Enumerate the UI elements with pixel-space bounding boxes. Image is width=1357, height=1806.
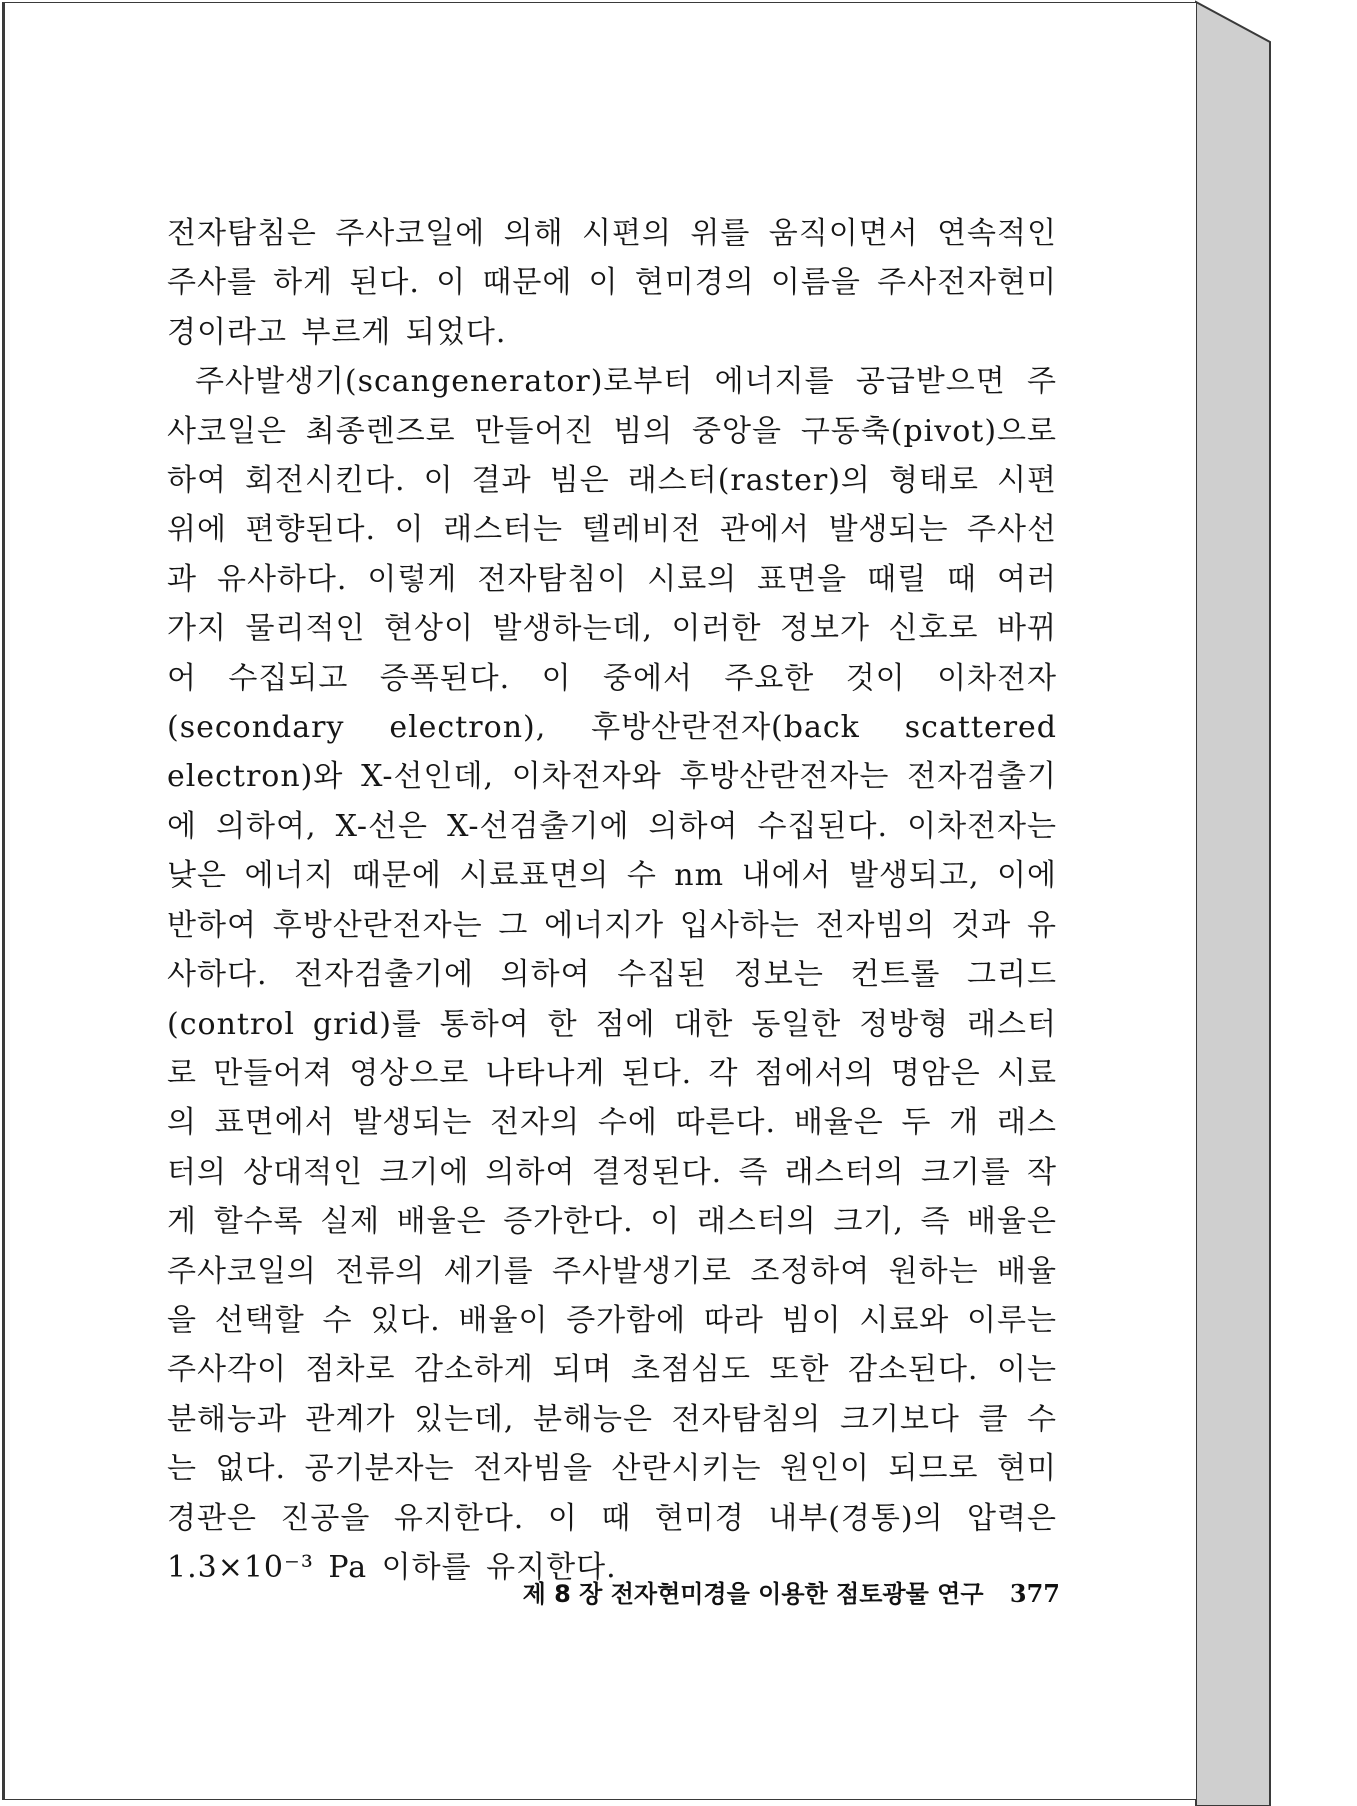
- paragraph-1: 전자탐침은 주사코일에 의해 시편의 위를 움직이면서 연속적인 주사를 하게 된다. 이 때문에 이 현미경의 이름을 주사전자현미경이라고 부르게 되었다.: [167, 216, 1057, 350]
- page-number: 377: [1009, 1579, 1060, 1608]
- book-thickness-side: [1196, 2, 1270, 1806]
- page-footer: [460, 1574, 1060, 1609]
- chapter-title: 제 8 장 전자현미경을 이용한 점토광물 연구: [522, 1580, 984, 1608]
- book-page: [2, 2, 1196, 1800]
- paragraph-2: 주사발생기(scangenerator)로부터 에너지를 공급받으면 주사코일은 최종렌즈로 만들어진 빔의 중앙을 구동축(pivot)으로 하여 회전시킨다. 이 결과 빔은 래스터(raster)의 형태로 시편 위에 편향된다. 이 래스터는 텔레비전 관에서 발생되는 주사선과 유사하다. 이렇게 전자탐침이 시료의 표면을 때릴 때 여러 가지 물리적인 현상이 발생하는데, 이러한 정보가 신호로 바뀌어 수집되고 증폭된다. 이 중에서 주요한 것이 이차전자(secondary electron), 후방산란전자(back scattered electron)와 X-선인데, 이차전자와 후방산란전자는 전자검출기에 의하여, X-선은 X-선검출기에 의하여 수집된다. 이차전자는 낮은 에너지 때문에 시료표면의 수 nm 내에서 발생되고, 이에 반하여 후방산란전자는 그 에너지가 입사하는 전자빔의 것과 유사하다. 전자검출기에 의하여 수집된 정보는 컨트롤 그리드(control grid)를 통하여 한 점에 대한 동일한 정방형 래스터로 만들어져 영상으로 나타나게 된다. 각 점에서의 명암은 시료의 표면에서 발생되는 전자의 수에 따른다. 배율은 두 개 래스터의 상대적인 크기에 의하여 결정된다. 즉 래스터의 크기를 작게 할수록 실제 배율은 증가한다. 이 래스터의 크기, 즉 배율은 주사코일의 전류의 세기를 주사발생기로 조정하여 원하는 배율을 선택할 수 있다. 배율이 증가함에 따라 빔이 시료와 이루는 주사각이 점차로 감소하게 되며 초점심도 또한 감소된다. 이는 분해능과 관계가 있는데, 분해능은 전자탐침의 크기보다 클 수는 없다. 공기분자는 전자빔을 산란시키는 원인이 되므로 현미경관은 진공을 유지한다. 이 때 현미경 내부(경통)의 압력은 1.3×10⁻³ Pa 이하를 유지한다.: [167, 364, 1057, 1585]
- body-text: [167, 209, 1057, 1592]
